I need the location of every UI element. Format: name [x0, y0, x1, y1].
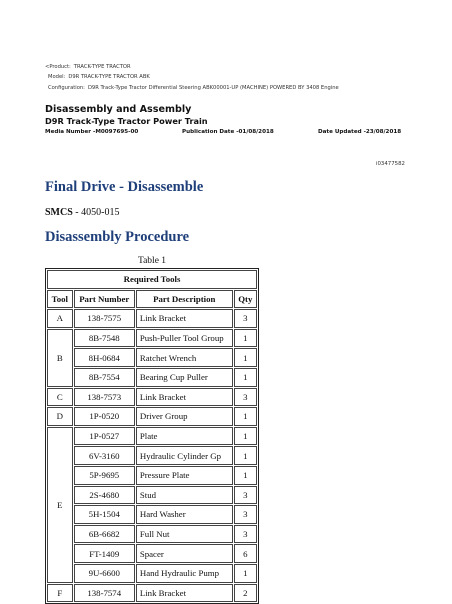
qty-cell: 3 — [234, 486, 257, 505]
qty-cell: 3 — [234, 525, 257, 544]
tool-cell: D — [47, 407, 73, 426]
table-row — [47, 427, 257, 446]
table-row — [47, 564, 257, 583]
part-number-cell: 6V-3160 — [74, 446, 135, 465]
tool-cell: B — [47, 329, 73, 387]
part-number-cell: FT-1409 — [74, 544, 135, 563]
table-row — [47, 525, 257, 544]
part-description-cell: Full Nut — [136, 525, 233, 544]
document-subtitle: D9R Track-Type Tractor Power Train — [45, 116, 208, 126]
publication-date: Publication Date -01/08/2018 — [182, 129, 274, 135]
part-number-cell: 5H-1504 — [74, 505, 135, 524]
part-description-cell: Hard Washer — [136, 505, 233, 524]
qty-cell: 1 — [234, 446, 257, 465]
product-value: TRACK-TYPE TRACTOR — [73, 64, 131, 70]
qty-cell: 1 — [234, 348, 257, 367]
table-row — [47, 329, 257, 348]
table-row — [47, 544, 257, 563]
table-row — [47, 348, 257, 367]
table-row — [47, 368, 257, 387]
procedure-title: Disassembly Procedure — [45, 229, 190, 245]
part-description-cell: Spacer — [136, 544, 233, 563]
part-number-cell: 5P-9695 — [74, 466, 135, 485]
qty-cell: 1 — [234, 427, 257, 446]
date-updated: Date Updated -23/08/2018 — [318, 129, 402, 135]
part-description-cell: Bearing Cup Puller — [136, 368, 233, 387]
table-row — [47, 388, 257, 407]
configuration-value: D9R Track-Type Tractor Differential Steering ABK00001-UP (MACHINE) POWERED BY 3408 Engine — [87, 85, 339, 91]
part-description-cell: Stud — [136, 486, 233, 505]
part-description-cell: Hydraulic Cylinder Gp — [136, 446, 233, 465]
qty-cell: 3 — [234, 505, 257, 524]
part-description-cell: Pressure Plate — [136, 466, 233, 485]
qty-cell: 2 — [234, 584, 257, 603]
qty-cell: 1 — [234, 368, 257, 387]
part-number-cell: 1P-0527 — [74, 427, 135, 446]
table-row — [47, 466, 257, 485]
header-part-number: Part Number — [74, 290, 135, 309]
part-description-cell: Link Bracket — [136, 584, 233, 603]
table-row — [47, 486, 257, 505]
table-title-row — [47, 270, 257, 289]
qty-cell: 1 — [234, 407, 257, 426]
model-line — [48, 74, 150, 80]
table-row — [47, 309, 257, 328]
tool-cell: A — [47, 309, 73, 328]
product-line — [45, 64, 131, 70]
model-label: Model: — [48, 74, 66, 80]
table-body — [47, 309, 257, 602]
part-number-cell: 8B-7548 — [74, 329, 135, 348]
configuration-label: Configuration: — [48, 85, 85, 91]
part-number-cell: 138-7575 — [74, 309, 135, 328]
table-row — [47, 505, 257, 524]
table-caption: Table 1 — [137, 256, 167, 266]
part-description-cell: Ratchet Wrench — [136, 348, 233, 367]
part-number-cell: 9U-6600 — [74, 564, 135, 583]
part-description-cell: Push-Puller Tool Group — [136, 329, 233, 348]
qty-cell: 3 — [234, 309, 257, 328]
part-description-cell: Hand Hydraulic Pump — [136, 564, 233, 583]
smcs-value: - 4050-015 — [72, 207, 120, 218]
part-number-cell: 1P-0520 — [74, 407, 135, 426]
part-number-cell: 138-7574 — [74, 584, 135, 603]
part-description-cell: Link Bracket — [136, 388, 233, 407]
tool-cell: E — [47, 427, 73, 583]
header-qty: Qty — [234, 290, 257, 309]
qty-cell: 1 — [234, 466, 257, 485]
image-id: i03477582 — [376, 161, 405, 167]
part-number-cell: 8B-7554 — [74, 368, 135, 387]
part-description-cell: Link Bracket — [136, 309, 233, 328]
part-description-cell: Driver Group — [136, 407, 233, 426]
header-part-description: Part Description — [136, 290, 233, 309]
model-value: D9R TRACK-TYPE TRACTOR ABK — [68, 74, 150, 80]
part-number-cell: 2S-4680 — [74, 486, 135, 505]
qty-cell: 6 — [234, 544, 257, 563]
qty-cell: 3 — [234, 388, 257, 407]
configuration-line — [48, 85, 339, 91]
part-number-cell: 138-7573 — [74, 388, 135, 407]
table-row — [47, 446, 257, 465]
smcs-code — [45, 207, 119, 218]
media-number: Media Number -M0097695-00 — [45, 129, 139, 135]
header-tool: Tool — [47, 290, 73, 309]
table-title: Required Tools — [47, 270, 257, 289]
part-number-cell: 8H-0684 — [74, 348, 135, 367]
tool-cell: C — [47, 388, 73, 407]
section-title: Final Drive - Disassemble — [45, 179, 204, 195]
table-row — [47, 407, 257, 426]
part-number-cell: 6B-6682 — [74, 525, 135, 544]
document-title: Disassembly and Assembly — [45, 104, 192, 115]
table-row — [47, 584, 257, 603]
qty-cell: 1 — [234, 329, 257, 348]
qty-cell: 1 — [234, 564, 257, 583]
tool-cell: F — [47, 584, 73, 603]
required-tools-table — [45, 268, 259, 604]
part-description-cell: Plate — [136, 427, 233, 446]
smcs-label: SMCS — [45, 207, 73, 218]
table-header-row — [47, 290, 257, 309]
product-label: <Product: — [45, 64, 71, 70]
